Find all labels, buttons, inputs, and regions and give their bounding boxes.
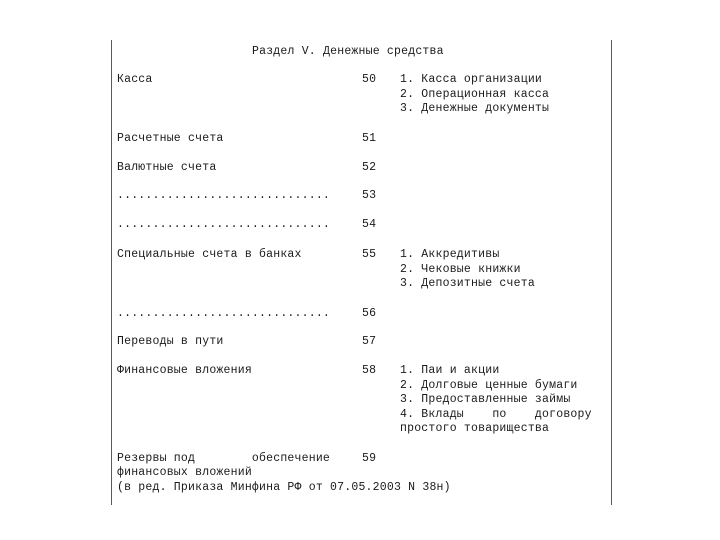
- account-code-59: 59: [362, 452, 377, 465]
- account-code-58: 58: [362, 364, 377, 377]
- account-code-53: 53: [362, 189, 377, 202]
- section-title: Раздел V. Денежные средства: [252, 45, 444, 58]
- right-border-line: [611, 40, 612, 505]
- amendment-note: (в ред. Приказа Минфина РФ от 07.05.2003 N 38н): [117, 481, 451, 494]
- subaccount-58-1: 1. Паи и акции: [400, 364, 500, 377]
- account-code-56: 56: [362, 307, 377, 320]
- account-name-54: ..............................: [117, 218, 331, 231]
- account-code-51: 51: [362, 132, 377, 145]
- account-name-56: ..............................: [117, 307, 331, 320]
- account-code-52: 52: [362, 161, 377, 174]
- subaccount-50-1: 1. Касса организации: [400, 73, 543, 86]
- account-name-52: Валютные счета: [117, 161, 217, 174]
- account-code-55: 55: [362, 248, 377, 261]
- subaccount-58-2: 2. Долговые ценные бумаги: [400, 379, 578, 392]
- account-code-50: 50: [362, 73, 377, 86]
- account-name-59-cont: финансовых вложений: [117, 466, 252, 479]
- account-name-58: Финансовые вложения: [117, 364, 252, 377]
- account-name-59: Резервы под обеспечение: [117, 452, 331, 465]
- account-name-57: Переводы в пути: [117, 335, 224, 348]
- account-name-50: Касса: [117, 73, 153, 86]
- account-name-51: Расчетные счета: [117, 132, 224, 145]
- subaccount-55-2: 2. Чековые книжки: [400, 263, 521, 276]
- left-border-line: [111, 40, 112, 505]
- subaccount-58-4-cont: простого товарищества: [400, 422, 550, 435]
- account-name-55: Специальные счета в банках: [117, 248, 302, 261]
- subaccount-50-2: 2. Операционная касса: [400, 88, 550, 101]
- account-name-53: ..............................: [117, 189, 331, 202]
- subaccount-55-1: 1. Аккредитивы: [400, 248, 500, 261]
- subaccount-58-4: 4. Вклады по договору: [400, 408, 592, 421]
- subaccount-50-3: 3. Денежные документы: [400, 102, 550, 115]
- account-code-54: 54: [362, 218, 377, 231]
- account-code-57: 57: [362, 335, 377, 348]
- subaccount-58-3: 3. Предоставленные займы: [400, 393, 571, 406]
- subaccount-55-3: 3. Депозитные счета: [400, 277, 535, 290]
